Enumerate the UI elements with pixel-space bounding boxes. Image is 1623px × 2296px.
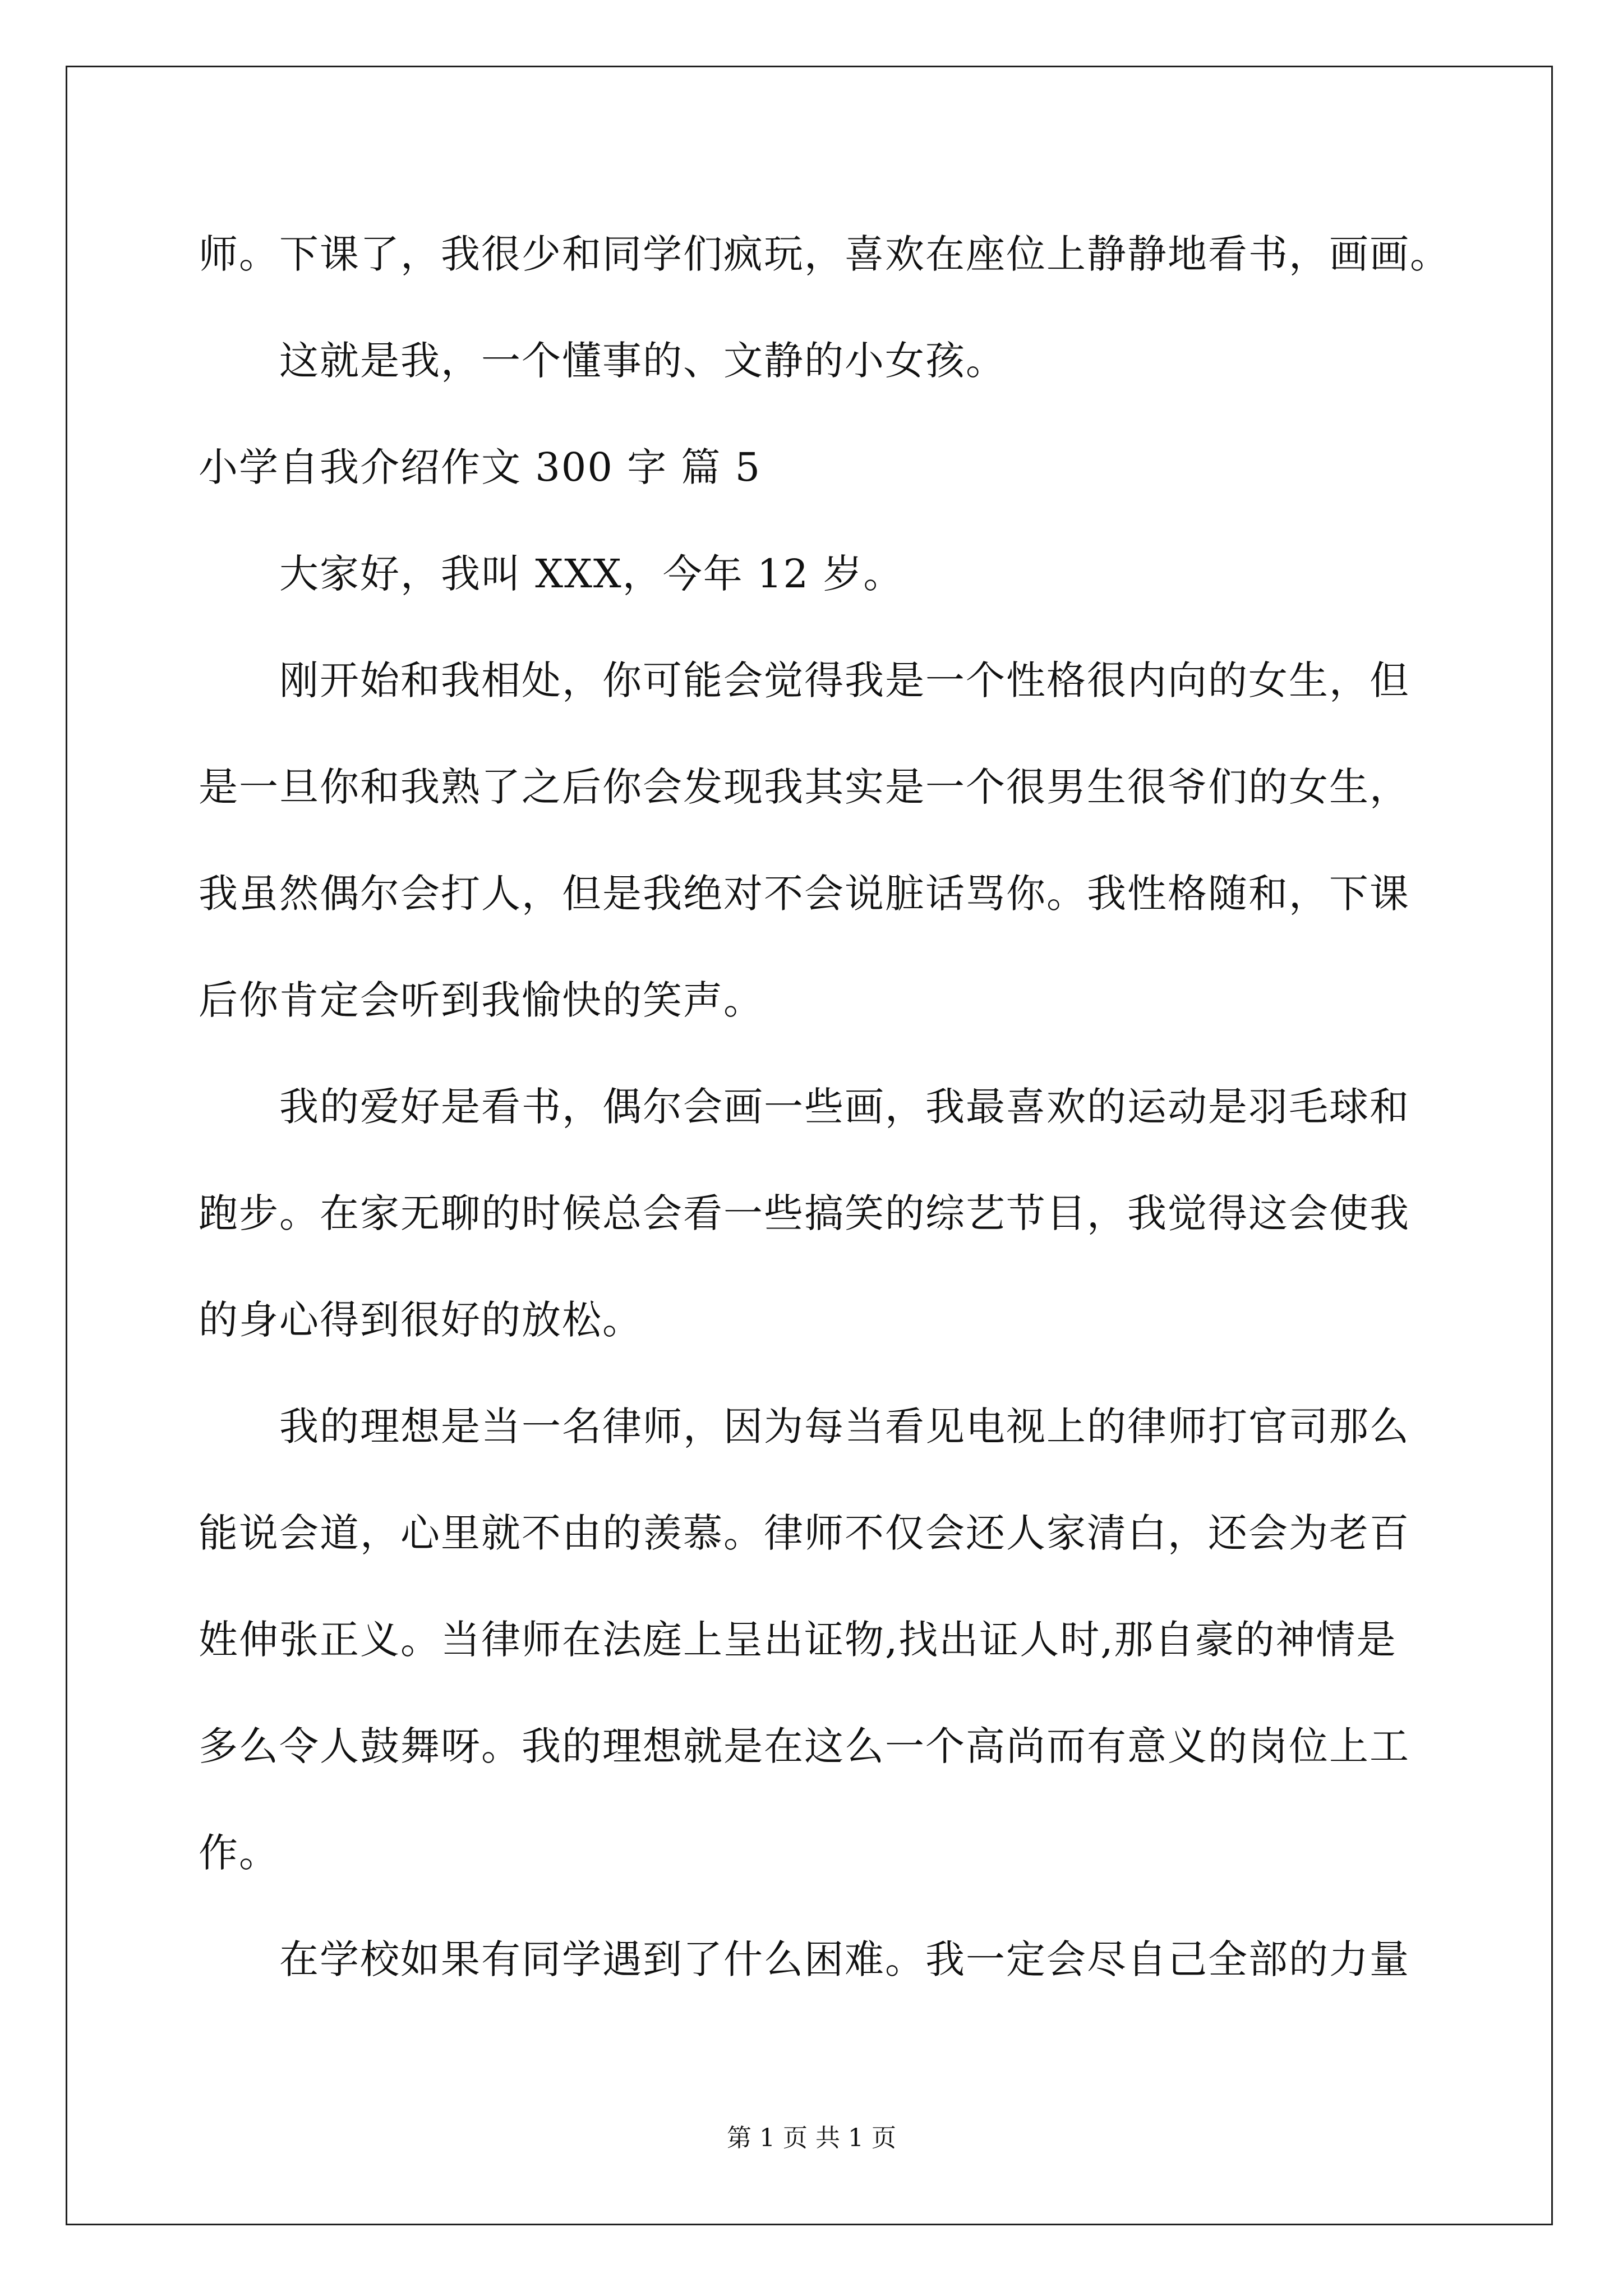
text-line: 后你肯定会听到我愉快的笑声。: [199, 977, 764, 1023]
text-line: 在学校如果有同学遇到了什么困难。我一定会尽自己全部的力量: [279, 1936, 1410, 1982]
text-line: 大家好，我叫 XXX，今年 12 岁。: [279, 551, 904, 597]
text-line: 这就是我，一个懂事的、文静的小女孩。: [279, 338, 1006, 384]
text-line: 跑步。在家无聊的时候总会看一些搞笑的综艺节目，我觉得这会使我: [199, 1190, 1410, 1236]
text-line: 能说会道，心里就不由的羡慕。律师不仅会还人家清白，还会为老百: [199, 1510, 1410, 1556]
text-line: 刚开始和我相处，你可能会觉得我是一个性格很内向的女生，但: [279, 657, 1410, 703]
text-line: 姓伸张正义。当律师在法庭上呈出证物,找出证人时,那自豪的神情是: [199, 1617, 1397, 1663]
text-line: 我虽然偶尔会打人，但是我绝对不会说脏话骂你。我性格随和，下课: [199, 871, 1410, 917]
text-line: 多么令人鼓舞呀。我的理想就是在这么一个高尚而有意义的岗位上工: [199, 1723, 1410, 1769]
text-line: 是一旦你和我熟了之后你会发现我其实是一个很男生很爷们的女生，: [199, 764, 1410, 810]
section-heading: 小学自我介绍作文 300 字 篇 5: [199, 444, 762, 490]
text-line: 我的爱好是看书，偶尔会画一些画，我最喜欢的运动是羽毛球和: [279, 1084, 1410, 1130]
text-line: 我的理想是当一名律师，因为每当看见电视上的律师打官司那么: [279, 1404, 1410, 1450]
text-line: 的身心得到很好的放松。: [199, 1297, 643, 1343]
page-number-footer: 第 1 页 共 1 页: [727, 2124, 896, 2152]
text-line: 作。: [199, 1830, 279, 1876]
page-border: [66, 66, 1553, 2225]
text-line: 师。下课了，我很少和同学们疯玩，喜欢在座位上静静地看书，画画。: [199, 231, 1450, 277]
